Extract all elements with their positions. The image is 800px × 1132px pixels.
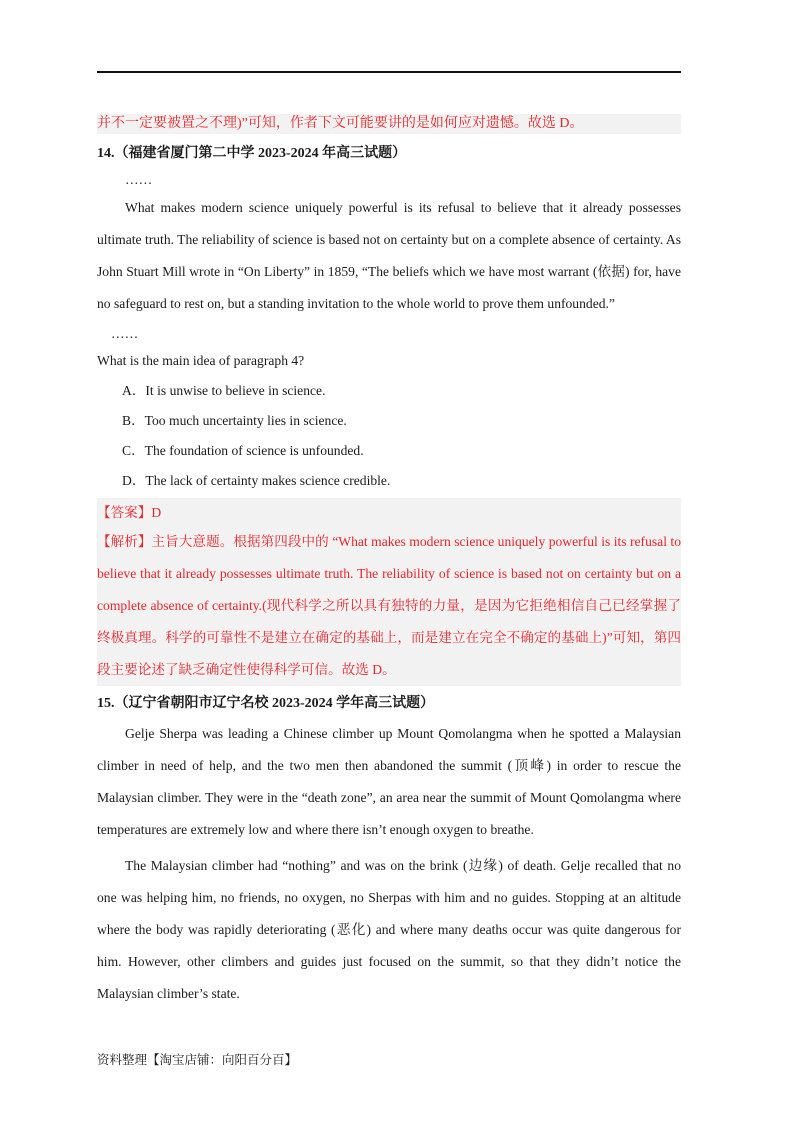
ellipsis-bottom: ……	[111, 326, 139, 341]
question-14-stem: What is the main idea of paragraph 4?	[97, 353, 305, 368]
option-d: D．The lack of certainty makes science credible.	[122, 473, 391, 488]
question-15-paragraph-2: The Malaysian climber had “nothing” and was on the brink (边缘) of death. Gelje recalled that no one was helping him, no friends, no oxygen, no Sherpas with him and no guides. Stopping at an altitude where the body was rapidly deteriorating (恶化) and where many deaths occur was quite dangerous for him. However, other climbers and guides just focused on the summit, so that they didn’t notice the Malaysian climber’s state.	[97, 858, 681, 1001]
question-15-heading: 15.（辽宁省朝阳市辽宁名校 2023-2024 学年高三试题）	[97, 696, 435, 711]
answer-label: 【答案】D	[97, 505, 162, 520]
question-15-paragraph-1: Gelje Sherpa was leading a Chinese climber up Mount Qomolangma when he spotted a Malaysian climber in need of help, and the two men then abandoned the summit (顶峰) in order to rescue the Malaysian climber. They were in the “death zone”, an area near the summit of Mount Qomolangma where temperatures are extremely low and where there isn’t enough oxygen to breathe.	[97, 726, 681, 837]
question-14-passage: What makes modern science uniquely powerful is its refusal to believe that it already possesses ultimate truth. The reliability of science is based not on certainty but on a complete absence of certainty. As John Stuart Mill wrote in “On Liberty” in 1859, “The beliefs which we have most warrant (依据) for, have no safeguard to rest on, but a standing invitation to the whole world to prove them unfounded.”	[97, 200, 681, 311]
option-b: B．Too much uncertainty lies in science.	[122, 413, 347, 428]
ellipsis-top: ……	[125, 172, 153, 187]
previous-answer-tail: 并不一定要被置之不理)”可知，作者下文可能要讲的是如何应对遗憾。故选 D。	[97, 114, 681, 134]
option-c: C．The foundation of science is unfounded.	[122, 443, 364, 458]
page-content	[97, 114, 681, 1010]
question-14-heading: 14.（福建省厦门第二中学 2023-2024 年高三试题）	[97, 146, 407, 161]
header-rule	[97, 71, 681, 73]
analysis-text: 【解析】主旨大意题。根据第四段中的 “What makes modern science uniquely powerful is its refusal to believe that it already possesses ultimate truth. The reliability of science is based not on certainty but on a complete absence of certainty.(现代科学之所以具有独特的力量，是因为它拒绝相信自己已经掌握了终极真理。科学的可靠性不是建立在确定的基础上，而是建立在完全不确定的基础上)”可知，第四段主要论述了缺乏确定性使得科学可信。故选 D。	[97, 534, 681, 677]
option-a: A．It is unwise to believe in science.	[122, 383, 326, 398]
answer-analysis-block	[97, 498, 681, 686]
footer-source: 资料整理【淘宝店铺：向阳百分百】	[97, 1053, 298, 1067]
